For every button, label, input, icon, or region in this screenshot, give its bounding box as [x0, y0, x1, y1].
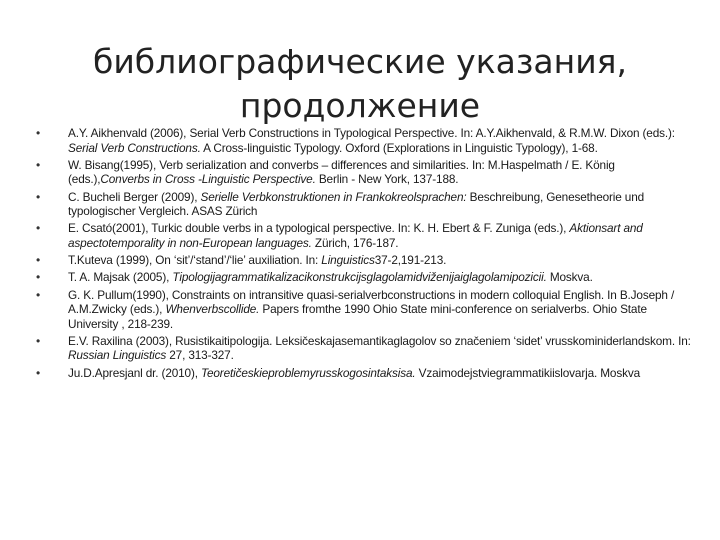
reference-text: A Cross-linguistic Typology. Oxford (Explorations in Linguistic Typology), 1-68.: [200, 140, 598, 155]
reference-text: T.Kuteva (1999), On ‘sit’/‘stand’/‘lie’ auxiliation. In:: [68, 253, 322, 268]
reference-text: Zürich, 176-187.: [311, 235, 399, 250]
reference-item: [36, 190, 692, 219]
bullet-icon: •: [36, 333, 41, 348]
reference-text: Papers fromthe 1990 Ohio State mini-conference on serialverbs. Ohio State University , 218-239.: [68, 302, 647, 331]
reference-text: A.Y. Aikhenvald (2006), Serial Verb Constructions in Typological Perspective. In: A.Y.Aikhenvald, & R.M.W. Dixon (eds.):: [68, 126, 675, 140]
reference-title: Teoretičeskieproblemyrusskogosintaksisa.: [201, 365, 416, 380]
reference-text: Moskva.: [546, 270, 593, 285]
reference-text: 27, 313-327.: [166, 348, 234, 363]
title-line-1: библиографические указания,: [93, 42, 627, 82]
bullet-icon: •: [36, 221, 41, 236]
bullet-icon: •: [36, 253, 41, 268]
bullet-icon: •: [36, 126, 41, 140]
reference-text: T. A. Majsak (2005),: [68, 270, 173, 285]
reference-text: Berlin - New York, 137-188.: [315, 172, 459, 187]
reference-text: E.V. Raxilina (2003), Rusistikaitipologija. Leksičeskajasemantikaglagolov so značeniem ‘sidet’ vrusskominiderlandskom. In:: [68, 333, 691, 348]
title-line-2: продолжение: [239, 86, 481, 126]
reference-list: [36, 126, 692, 383]
reference-title: Tipologijagrammatikalizacikonstrukcijsglagolamidviženijaiglagolamipozicii.: [172, 270, 547, 285]
reference-title: Linguistics: [321, 253, 375, 268]
bullet-icon: •: [36, 270, 41, 285]
reference-text: Ju.D.Apresjanl dr. (2010),: [68, 365, 201, 380]
reference-item: [36, 288, 692, 332]
reference-text: C. Bucheli Berger (2009),: [68, 189, 201, 204]
reference-item: [36, 221, 692, 250]
reference-text: Beschreibung, Genesetheorie und typologischer Vergleich. ASAS Zürich: [68, 189, 645, 219]
reference-item: [36, 253, 692, 268]
reference-title: Serielle Verbkonstruktionen in Frankokreolsprachen:: [200, 189, 467, 204]
reference-title: Russian Linguistics: [68, 348, 167, 363]
reference-title: Serial Verb Constructions.: [68, 140, 201, 155]
bullet-icon: •: [36, 157, 41, 172]
reference-text: G. K. Pullum(1990), Constraints on intransitive quasi-serialverbconstructions in modern colloquial English. In B.Joseph / A.M.Zwicky (eds.),: [68, 287, 675, 317]
reference-item: [36, 158, 692, 187]
bullet-icon: •: [36, 189, 41, 204]
bullet-icon: •: [36, 365, 41, 380]
reference-text: Vzaimodejstviegrammatikiislovarja. Moskva: [415, 365, 640, 380]
reference-item: [36, 366, 692, 381]
slide-title: [60, 40, 660, 128]
reference-title: Converbs in Cross -Linguistic Perspective.: [100, 172, 316, 187]
reference-text: W. Bisang(1995), Verb serialization and converbs – differences and similarities. In: M.Haspelmath / E. König (eds.),: [68, 157, 615, 187]
reference-title: Whenverbscollide.: [165, 302, 260, 317]
reference-text: E. Csató(2001), Turkic double verbs in a typological perspective. In: K. H. Ebert & F. Zuniga (eds.),: [68, 221, 570, 236]
reference-item: [36, 334, 692, 363]
bullet-icon: •: [36, 287, 41, 302]
reference-title: Aktionsart and aspectotemporality in non-European languages.: [68, 221, 643, 250]
reference-item: [36, 270, 692, 285]
reference-item: [36, 126, 692, 155]
reference-text: 37-2,191-213.: [374, 253, 447, 268]
